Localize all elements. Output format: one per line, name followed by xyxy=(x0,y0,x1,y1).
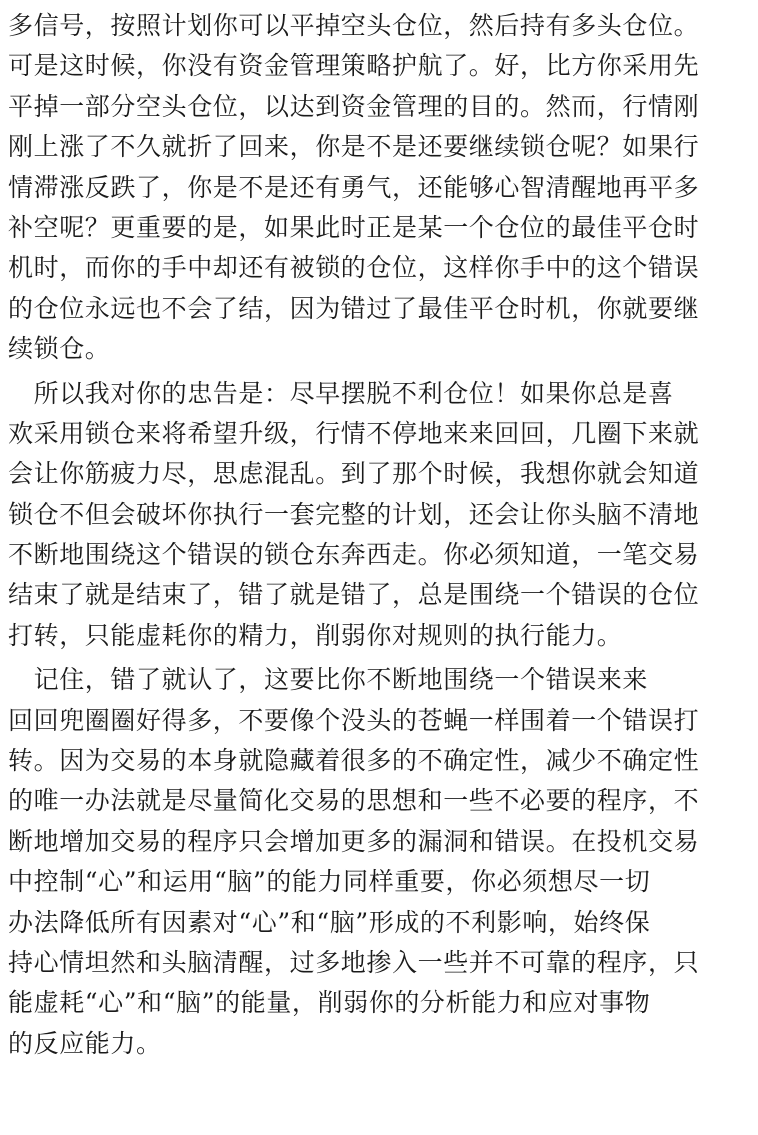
text-line: 的唯一办法就是尽量简化交易的思想和一些不必要的程序，不 xyxy=(8,786,700,816)
paragraph-3 xyxy=(8,660,750,1064)
text-line: 平掉一部分空头仓位，以达到资金管理的目的。然而，行情刚 xyxy=(8,91,700,121)
text-line: 可是这时候，你没有资金管理策略护航了。好，比方你采用先 xyxy=(8,51,700,81)
text-line: 回回兜圈圈好得多，不要像个没头的苍蝇一样围着一个错误打 xyxy=(8,705,700,735)
text-line: 情滞涨反跌了，你是不是还有勇气，还能够心智清醒地再平多 xyxy=(8,172,700,202)
text-line: 锁仓不但会破坏你执行一套完整的计划，还会让你头脑不清地 xyxy=(8,499,700,529)
text-line: 持心情坦然和头脑清醒，过多地掺入一些并不可靠的程序，只 xyxy=(8,947,700,977)
text-line: 机时，而你的手中却还有被锁的仓位，这样你手中的这个错误 xyxy=(8,253,700,283)
paragraph-1 xyxy=(8,6,750,370)
text-line: 记住，错了就认了，这要比你不断地围绕一个错误来来 xyxy=(8,665,649,695)
text-line: 刚上涨了不久就折了回来，你是不是还要继续锁仓呢？如果行 xyxy=(8,132,700,162)
text-line: 会让你筋疲力尽，思虑混乱。到了那个时候，我想你就会知道 xyxy=(8,459,700,489)
text-line: 的仓位永远也不会了结，因为错过了最佳平仓时机，你就要继 xyxy=(8,293,700,323)
text-line: 的反应能力。 xyxy=(8,1028,162,1058)
text-line: 所以我对你的忠告是：尽早摆脱不利仓位！如果你总是喜 xyxy=(8,378,674,408)
text-line: 不断地围绕这个错误的锁仓东奔西走。你必须知道，一笔交易 xyxy=(8,540,700,570)
text-line: 中控制“心”和运用“脑”的能力同样重要，你必须想尽一切 xyxy=(8,867,651,897)
text-line: 欢采用锁仓来将希望升级，行情不停地来来回回，几圈下来就 xyxy=(8,418,700,448)
text-line: 办法降低所有因素对“心”和“脑”形成的不利影响，始终保 xyxy=(8,907,651,937)
text-line: 续锁仓。 xyxy=(8,334,111,364)
text-line: 打转，只能虚耗你的精力，削弱你对规则的执行能力。 xyxy=(8,620,623,650)
paragraph-2 xyxy=(8,374,750,657)
text-line: 结束了就是结束了，错了就是错了，总是围绕一个错误的仓位 xyxy=(8,580,700,610)
text-line: 补空呢？更重要的是，如果此时正是某一个仓位的最佳平仓时 xyxy=(8,212,700,242)
text-line: 断地增加交易的程序只会增加更多的漏洞和错误。在投机交易 xyxy=(8,826,700,856)
text-line: 能虚耗“心”和“脑”的能量，削弱你的分析能力和应对事物 xyxy=(8,988,651,1018)
text-line: 多信号，按照计划你可以平掉空头仓位，然后持有多头仓位。 xyxy=(8,11,700,40)
text-line: 转。因为交易的本身就隐藏着很多的不确定性，减少不确定性 xyxy=(8,746,700,776)
